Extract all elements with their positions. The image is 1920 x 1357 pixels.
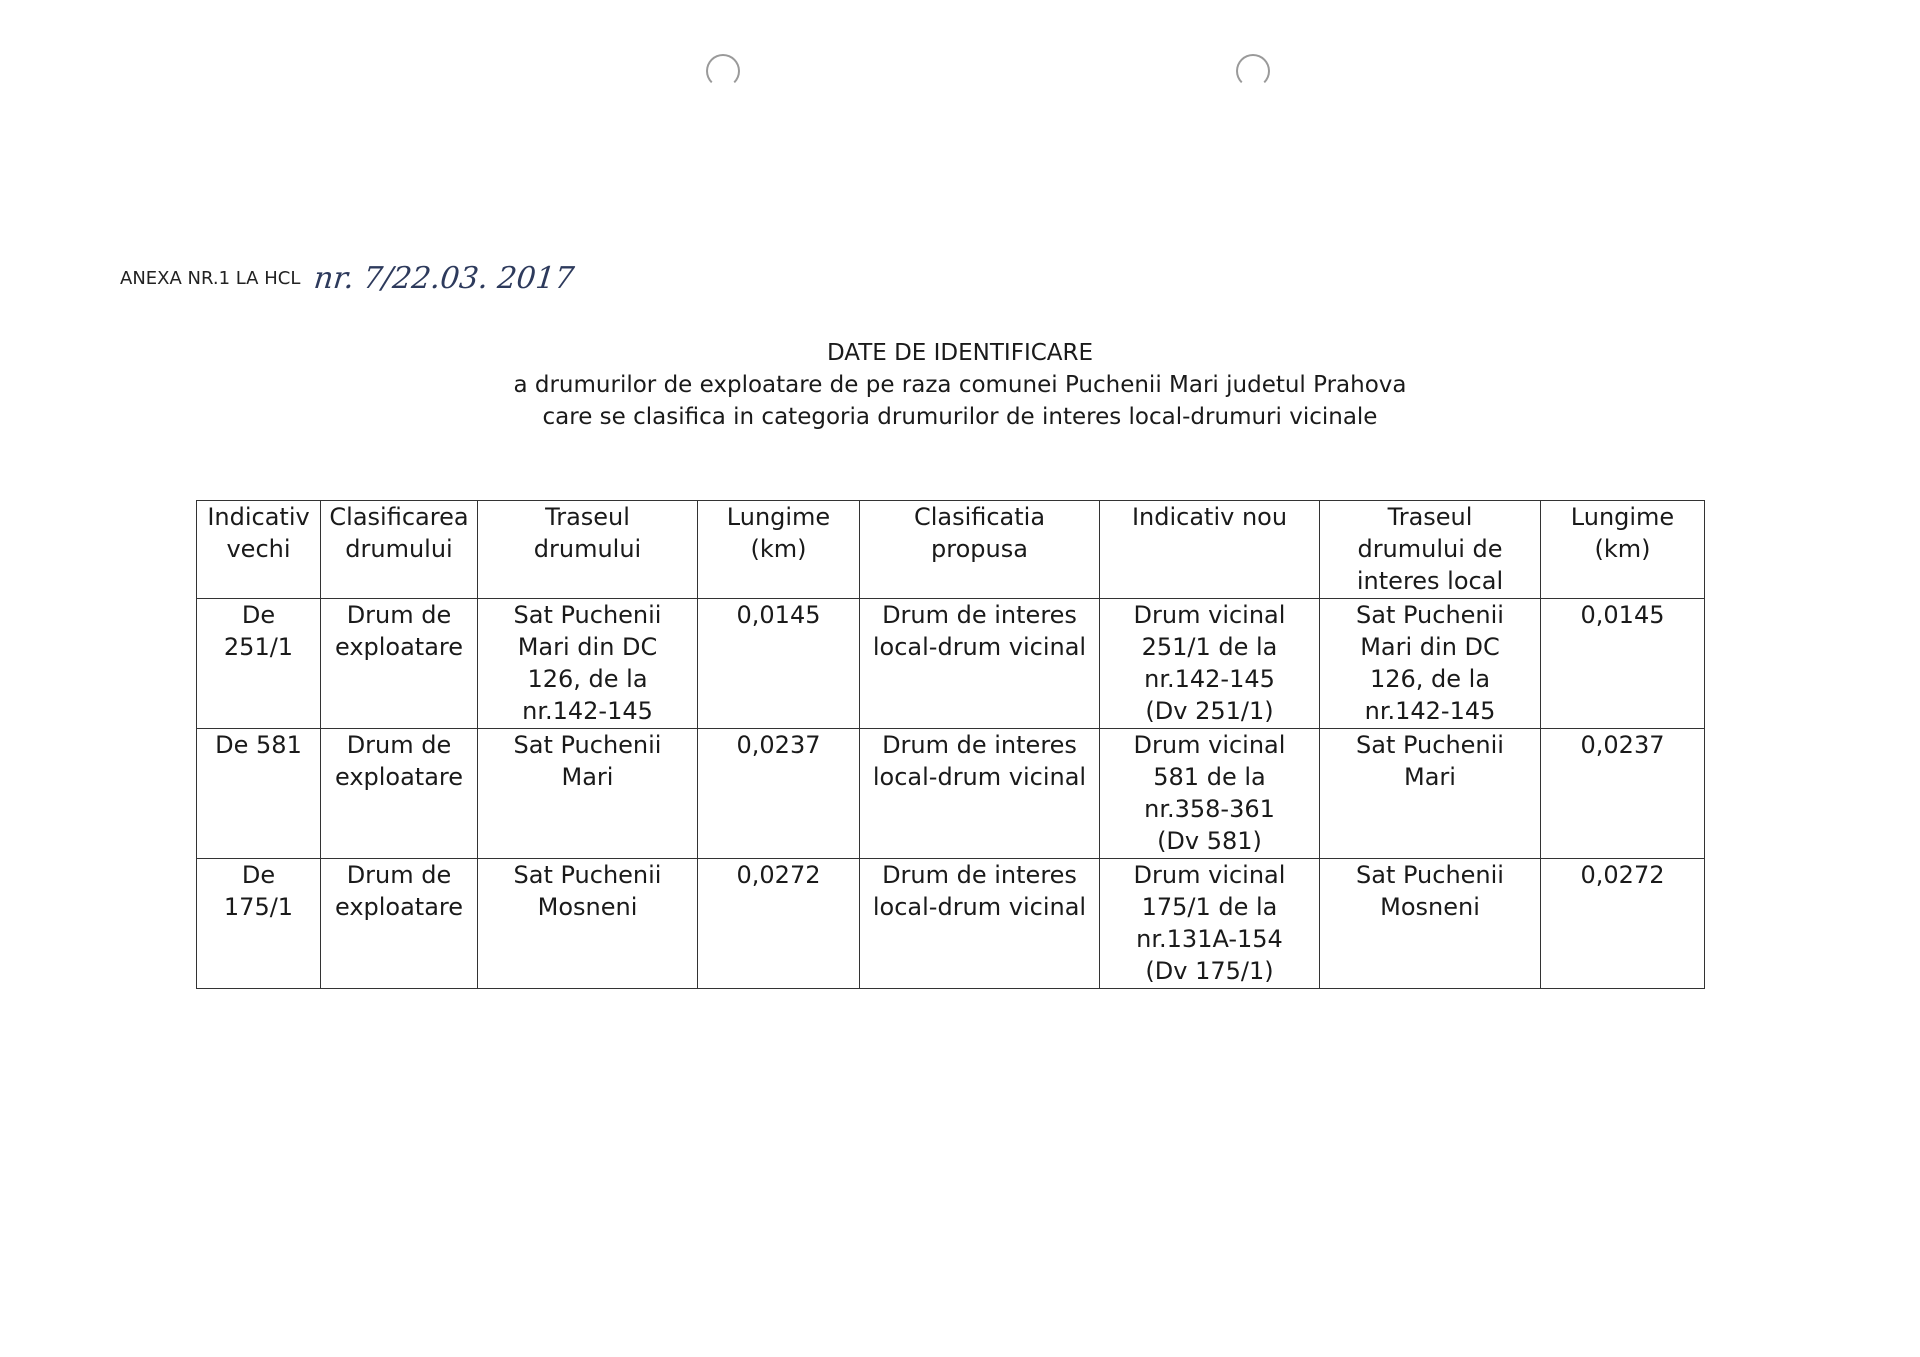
header-new-length: [1541, 501, 1705, 599]
cell-text-line: exploatare: [334, 633, 464, 661]
cell-road-route: [478, 859, 698, 989]
cell-text-line: Sat Puchenii: [1356, 731, 1504, 759]
cell-road-classification: [321, 859, 478, 989]
cell-text-line: Drum de interes: [882, 731, 1077, 759]
table-row: [197, 729, 1705, 859]
cell-new-indicator: [1100, 859, 1320, 989]
cell-text-line: drumului: [345, 535, 453, 563]
cell-text-line: Drum de interes: [882, 861, 1077, 889]
cell-road-classification: [321, 729, 478, 859]
cell-text-line: 0,0272: [736, 861, 821, 889]
cell-text-line: local-drum vicinal: [872, 633, 1087, 661]
cell-text-line: 175/1: [223, 893, 294, 921]
cell-new-length: [1541, 729, 1705, 859]
cell-text-line: 251/1 de la: [1141, 633, 1278, 661]
cell-text-line: De: [241, 601, 276, 629]
cell-text-line: Clasificarea: [329, 503, 469, 531]
cell-text-line: De: [241, 861, 276, 889]
annex-reference: [120, 248, 577, 308]
cell-text-line: Sat Puchenii: [1356, 861, 1504, 889]
cell-local-road-route: [1320, 729, 1541, 859]
header-length: [698, 501, 860, 599]
cell-old-indicator: [197, 729, 321, 859]
cell-text-line: 0,0237: [1580, 731, 1665, 759]
cell-text-line: Drum de interes: [882, 601, 1077, 629]
cell-text-line: Drum de: [346, 601, 452, 629]
cell-local-road-route: [1320, 859, 1541, 989]
header-new-indicator: [1100, 501, 1320, 599]
cell-text-line: Traseul: [545, 503, 630, 531]
cell-new-length: [1541, 599, 1705, 729]
cell-text-line: Sat Puchenii: [513, 731, 662, 759]
cell-text-line: Lungime: [1570, 503, 1675, 531]
cell-text-line: De 581: [215, 731, 302, 759]
roads-identification-table: [196, 500, 1705, 989]
table-row: [197, 859, 1705, 989]
cell-text-line: exploatare: [334, 763, 464, 791]
cell-text-line: (Dv 175/1): [1145, 957, 1274, 985]
punch-hole-right: [1236, 54, 1270, 88]
cell-old-indicator: [197, 599, 321, 729]
cell-text-line: Drum vicinal: [1133, 601, 1286, 629]
cell-proposed-classification: [860, 859, 1100, 989]
document-title-block: [0, 337, 1920, 433]
cell-text-line: Drum de: [346, 861, 452, 889]
cell-text-line: Sat Puchenii: [513, 861, 662, 889]
cell-text-line: Sat Puchenii: [1356, 601, 1504, 629]
cell-length: [698, 729, 860, 859]
cell-text-line: Traseul: [1387, 503, 1473, 531]
cell-text-line: Mari din DC: [517, 633, 658, 661]
punch-hole-left: [706, 54, 740, 88]
cell-text-line: vechi: [226, 535, 291, 563]
cell-text-line: drumului de: [1357, 535, 1503, 563]
cell-text-line: Clasificatia: [913, 503, 1046, 531]
header-local-road-route: [1320, 501, 1541, 599]
document-heading: DATE DE IDENTIFICARE: [826, 340, 1094, 366]
cell-proposed-classification: [860, 599, 1100, 729]
cell-text-line: 0,0237: [736, 731, 821, 759]
header-road-route: [478, 501, 698, 599]
table-header-row: [197, 501, 1705, 599]
cell-text-line: Lungime: [726, 503, 831, 531]
cell-text-line: drumului: [533, 535, 642, 563]
cell-text-line: propusa: [931, 535, 1028, 563]
cell-road-route: [478, 599, 698, 729]
cell-text-line: nr.142-145: [1364, 697, 1496, 725]
cell-text-line: Mosneni: [537, 893, 638, 921]
cell-text-line: Sat Puchenii: [513, 601, 662, 629]
cell-text-line: 251/1: [223, 633, 294, 661]
cell-text-line: Mari din DC: [1360, 633, 1500, 661]
document-subtitle-line-2: care se clasifica in categoria drumurilor de interes local-drumuri vicinale: [542, 404, 1378, 430]
cell-text-line: 0,0145: [1580, 601, 1665, 629]
cell-local-road-route: [1320, 599, 1541, 729]
cell-new-length: [1541, 859, 1705, 989]
document-subtitle-line-1: a drumurilor de exploatare de pe raza comunei Puchenii Mari judetul Prahova: [513, 372, 1407, 398]
cell-text-line: 0,0145: [736, 601, 821, 629]
cell-text-line: 175/1 de la: [1141, 893, 1278, 921]
cell-text-line: Drum de: [346, 731, 452, 759]
cell-text-line: Mosneni: [1380, 893, 1480, 921]
cell-text-line: Indicativ: [207, 503, 310, 531]
cell-text-line: Drum vicinal: [1133, 731, 1286, 759]
cell-new-indicator: [1100, 599, 1320, 729]
cell-text-line: interes local: [1356, 567, 1504, 595]
cell-text-line: (Dv 251/1): [1145, 697, 1274, 725]
cell-text-line: Drum vicinal: [1133, 861, 1286, 889]
cell-proposed-classification: [860, 729, 1100, 859]
cell-text-line: nr.131A-154: [1136, 925, 1283, 953]
cell-text-line: Indicativ nou: [1131, 503, 1288, 531]
cell-text-line: nr.142-145: [1144, 665, 1275, 693]
cell-text-line: 581 de la: [1153, 763, 1266, 791]
cell-text-line: local-drum vicinal: [872, 763, 1087, 791]
header-old-indicator: [197, 501, 321, 599]
annex-label: ANEXA NR.1 LA HCL: [120, 267, 301, 289]
cell-text-line: nr.358-361: [1144, 795, 1275, 823]
cell-new-indicator: [1100, 729, 1320, 859]
header-road-classification: [321, 501, 478, 599]
cell-text-line: 0,0272: [1580, 861, 1665, 889]
cell-text-line: exploatare: [334, 893, 464, 921]
cell-text-line: (Dv 581): [1157, 827, 1262, 855]
table-row: [197, 599, 1705, 729]
cell-text-line: nr.142-145: [522, 697, 653, 725]
cell-text-line: 126, de la: [527, 665, 648, 693]
cell-text-line: 126, de la: [1369, 665, 1491, 693]
cell-text-line: (km): [750, 535, 807, 563]
cell-text-line: (km): [1594, 535, 1651, 563]
handwritten-decision-number: nr. 7/22.03. 2017: [312, 260, 577, 296]
header-proposed-classification: [860, 501, 1100, 599]
cell-length: [698, 599, 860, 729]
cell-length: [698, 859, 860, 989]
cell-text-line: Mari: [561, 763, 614, 791]
cell-old-indicator: [197, 859, 321, 989]
cell-road-route: [478, 729, 698, 859]
cell-text-line: Mari: [1404, 763, 1456, 791]
cell-road-classification: [321, 599, 478, 729]
cell-text-line: local-drum vicinal: [872, 893, 1087, 921]
